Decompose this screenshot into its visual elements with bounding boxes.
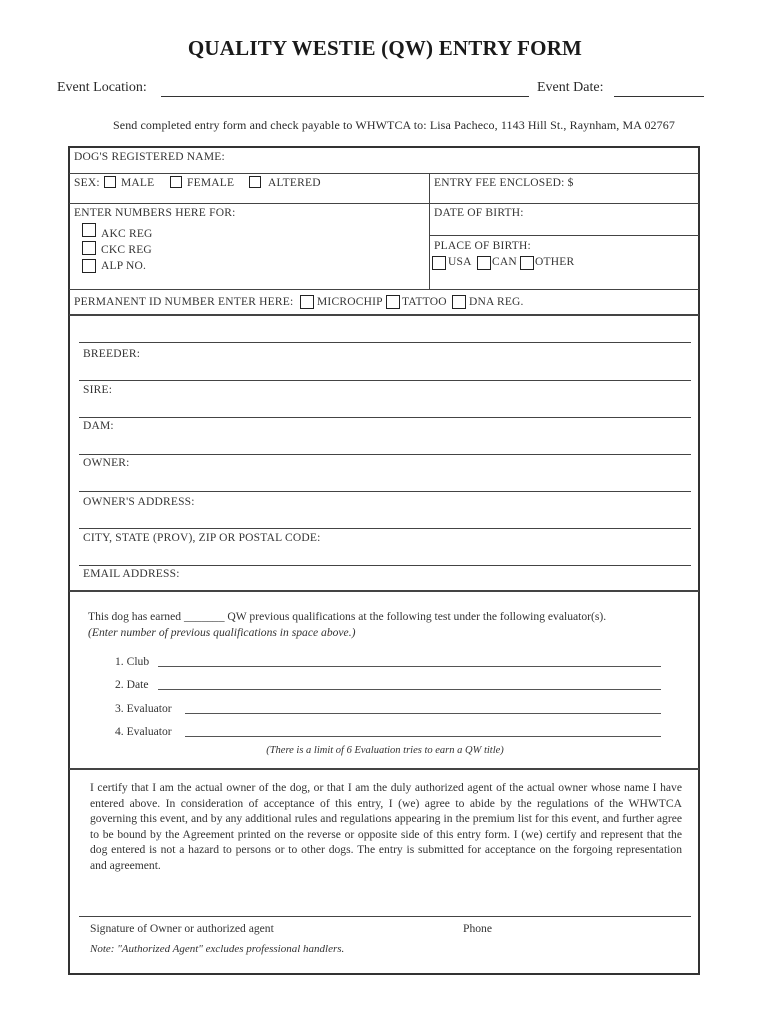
usa-label: USA (448, 256, 472, 268)
sire-line[interactable] (79, 417, 691, 418)
evaluator-1-line[interactable] (185, 713, 661, 714)
event-date-field[interactable] (614, 95, 704, 97)
divider (69, 289, 699, 290)
email-label: EMAIL ADDRESS: (83, 568, 180, 580)
akc-reg-label: AKC REG (101, 228, 153, 240)
usa-checkbox[interactable] (432, 256, 446, 270)
microchip-checkbox[interactable] (300, 295, 314, 309)
event-location-label: Event Location: (57, 80, 147, 95)
qualifications-earned-text: This dog has earned _______ QW previous qualifications at the following test under the following evaluator(s). (88, 610, 607, 623)
club-label: 1. Club (115, 655, 150, 668)
registered-name-label: DOG'S REGISTERED NAME: (74, 151, 225, 163)
permanent-id-label: PERMANENT ID NUMBER ENTER HERE: (74, 296, 294, 308)
dna-reg-label: DNA REG. (469, 296, 524, 308)
altered-label: ALTERED (268, 177, 321, 189)
city-label: CITY, STATE (PROV), ZIP OR POSTAL CODE: (83, 532, 321, 544)
sex-label: SEX: (74, 177, 100, 189)
evaluator-1-label: 3. Evaluator (115, 702, 172, 715)
alp-no-checkbox[interactable] (82, 259, 96, 273)
qualifications-instruction: (Enter number of previous qualifications in space above.) (88, 626, 356, 639)
dna-reg-checkbox[interactable] (452, 295, 466, 309)
divider (69, 590, 699, 592)
other-checkbox[interactable] (520, 256, 534, 270)
phone-label: Phone (463, 922, 492, 935)
ckc-reg-label: CKC REG (101, 244, 152, 256)
authorized-agent-note: Note: "Authorized Agent" excludes professional handlers. (90, 943, 345, 955)
alp-no-label: ALP NO. (101, 260, 147, 272)
owners-address-label: OWNER'S ADDRESS: (83, 496, 195, 508)
date-line[interactable] (158, 689, 661, 690)
can-label: CAN (492, 256, 517, 268)
write-line[interactable] (79, 342, 691, 343)
owner-label: OWNER: (83, 457, 130, 469)
dam-label: DAM: (83, 420, 114, 432)
event-date-label: Event Date: (537, 80, 604, 95)
owners-address-line[interactable] (79, 528, 691, 529)
city-line[interactable] (79, 565, 691, 566)
akc-reg-checkbox[interactable] (82, 223, 96, 237)
date-label: 2. Date (115, 678, 149, 691)
male-label: MALE (121, 177, 155, 189)
tattoo-label: TATTOO (402, 296, 447, 308)
tattoo-checkbox[interactable] (386, 295, 400, 309)
signature-line[interactable] (79, 916, 691, 917)
entry-fee-label: ENTRY FEE ENCLOSED: $ (434, 177, 574, 189)
sire-label: SIRE: (83, 384, 113, 396)
divider (429, 173, 430, 289)
signature-label: Signature of Owner or authorized agent (90, 922, 274, 935)
altered-checkbox[interactable] (249, 176, 261, 188)
microchip-label: MICROCHIP (317, 296, 383, 308)
club-line[interactable] (158, 666, 661, 667)
ckc-reg-checkbox[interactable] (82, 241, 96, 255)
divider (69, 314, 699, 316)
dam-line[interactable] (79, 454, 691, 455)
page-title: QUALITY WESTIE (QW) ENTRY FORM (187, 36, 583, 60)
can-checkbox[interactable] (477, 256, 491, 270)
female-label: FEMALE (187, 177, 235, 189)
divider (69, 173, 699, 174)
owner-line[interactable] (79, 491, 691, 492)
divider (69, 203, 699, 204)
evaluator-2-label: 4. Evaluator (115, 725, 172, 738)
certification-text: I certify that I am the actual owner of the dog, or that I am the duly authorized agent of the actual owner whose name I have entered above. In consideration of acceptance of this entry, I (we) agree to abide by the regulations of the WHWTCA governing this event, and by any additional rules and regulations appearing in the premium list for this event, and further agree to be bound by the Agreement printed on the reverse or opposite side of this entry form. I (we) certify and represent that the dog entered is not a hazard to persons or to other dogs. The entry is submitted for acceptance on the forgoing representation and agreement. (90, 781, 682, 872)
dob-label: DATE OF BIRTH: (434, 207, 524, 219)
enter-numbers-label: ENTER NUMBERS HERE FOR: (74, 207, 236, 219)
divider (69, 768, 699, 770)
breeder-line[interactable] (79, 380, 691, 381)
divider (429, 235, 699, 236)
evaluator-2-line[interactable] (185, 736, 661, 737)
male-checkbox[interactable] (104, 176, 116, 188)
event-location-field[interactable] (161, 95, 529, 97)
female-checkbox[interactable] (170, 176, 182, 188)
limit-note: (There is a limit of 6 Evaluation tries to earn a QW title) (266, 745, 504, 756)
send-instructions: Send completed entry form and check payable to WHWTCA to: Lisa Pacheco, 1143 Hill St., Raynham, MA 02767 (113, 118, 675, 132)
other-label: OTHER (535, 256, 575, 268)
pob-label: PLACE OF BIRTH: (434, 240, 531, 252)
breeder-label: BREEDER: (83, 348, 141, 360)
